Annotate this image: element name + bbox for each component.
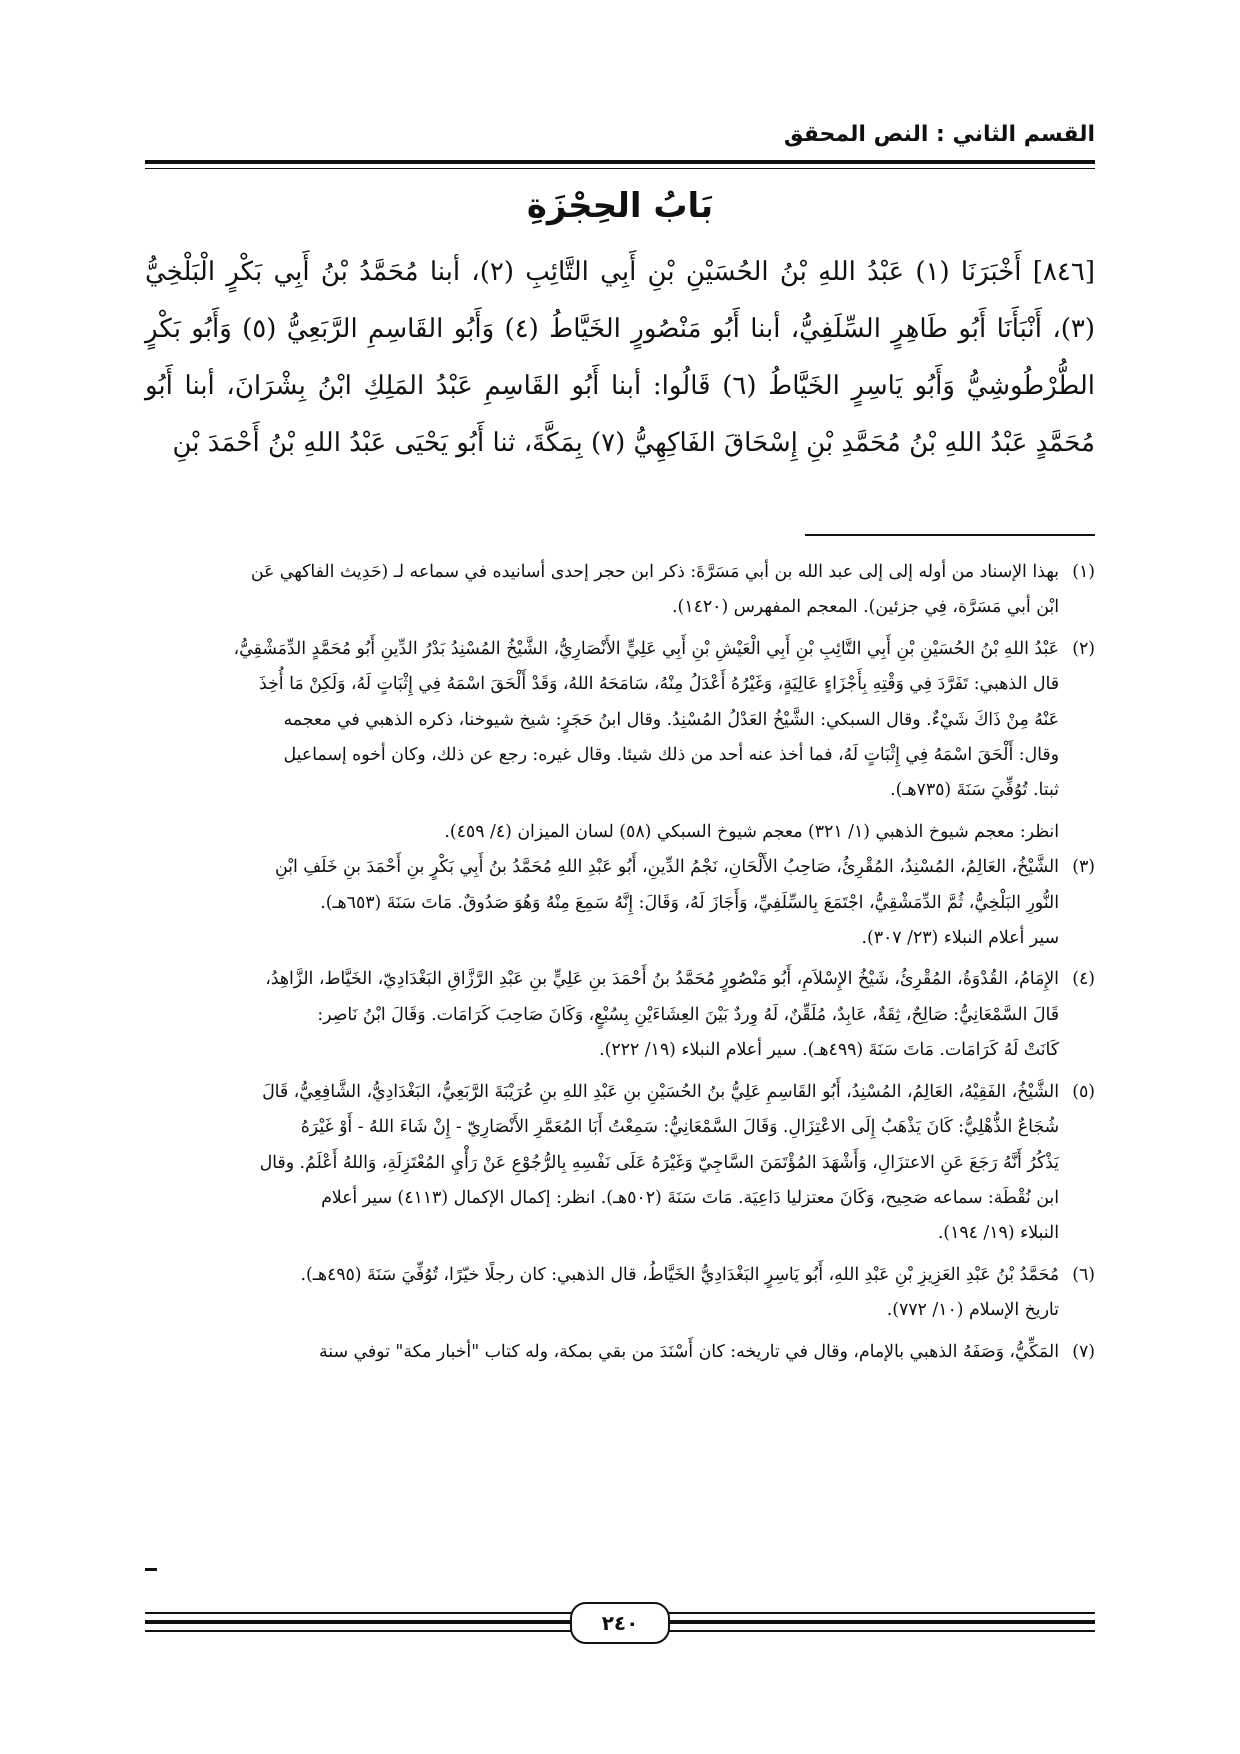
footnote-line: وقال: أَلْحَقَ اسْمَهُ فِي إِثْبَاتٍ لَهُ، فما أخذ عنه أحد من ذلك شيئا. وقال غيره: رجع عن ذلك، وكان أخوه إسماعيل [283,745,1059,766]
footnote [145,962,1095,1068]
entry-number: [٨٤٦] [1032,257,1095,287]
page-number: ٢٤٠ [570,1602,670,1644]
footnote [145,632,1095,809]
footnote-line: ابن نُقْطَة: سماعه صَحِيح، وَكَانَ معتزليا دَاعِيَة. مَاتَ سَنَةَ (٥٠٢هـ). انظر: إكمال الإكمال (٤١١٣) سير أعلام [321,1187,1059,1208]
footnote-line: عَنْهُ مِنْ ذَاكَ شَيْءٌ. وقال السبكي: الشَّيْخُ العَدْلُ المُسْنِدُ. وقال ابنُ حَجَرٍ: شيخ شيوخنا، ذكره الذهبي في معجمه [283,709,1059,730]
footnote-number: (٣) [1072,857,1095,878]
footnote-line: الشَّيْخُ، العَالِمُ، المُسْنِدُ، المُقْرِئُ، صَاحِبُ الأَلْحَانِ، نَجْمُ الدِّينِ، أَبُو عَبْدِ اللهِ مُحَمَّدُ بنُ أَبِي بَكْرٍ بنِ أَحْمَدَ بنِ خَلَفِ ابْنِ [274,857,1059,878]
footnote-line: تاريخ الإسلام (١٠/ ٧٧٢). [886,1300,1059,1321]
footnote-number: (٥) [1072,1081,1095,1102]
footnote [145,850,1095,956]
footnotes [145,555,1095,1376]
footnote-separator [805,534,1095,536]
footnote-continuation: انظر: معجم شيوخ الذهبي (١/ ٣٢١) معجم شيوخ السبكي (٥٨) لسان الميزان (٤/ ٤٥٩). [444,821,1059,842]
footnote-line: بهذا الإسناد من أوله إلى إلى عبد الله بن أبي مَسَرَّةَ: ذكر ابن حجر إحدى أسانيده في سماعه لـ (حَدِيث الفاكهي عَن [250,562,1059,582]
footnote-line: كَانَتْ لَهُ كَرَامَات. مَاتَ سَنَةَ (٤٩٩هـ). سير أعلام النبلاء (١٩/ ٢٢٢). [599,1040,1059,1061]
main-text [145,244,1095,472]
footnote-line: قال الذهبي: تَفَرَّدَ فِي وَقْتِهِ بِأَجْزَاءٍ عَالِيَةٍ، وَغَيْرُهُ أَعْدَلُ مِنْهُ، سَامَحَهُ اللهُ، وَقَدْ أَلْحَقَ اسْمَهُ فِي إِثْبَاتٍ لَهُ، وَلَكِنْ مَا أُخِذَ [259,674,1059,695]
footnote [145,1335,1095,1370]
footnote-line: الشَّيْخُ، الفَقِيْهُ، العَالِمُ، المُسْنِدُ، أَبُو القَاسِمِ عَلِيُّ بنُ الحُسَيْنِ بنِ عَبْدِ اللهِ بنِ عُرَيْبَةَ الرَّبَعِيُّ، البَغْدَادِيُّ، الشَّافِعِيُّ، قَالَ [262,1081,1059,1102]
footnote-line: شُجَاعٌ الذُّهْلِيُّ: كَانَ يَذْهَبُ إِلَى الاعْتِزَالِ. وَقَالَ السَّمْعَانِيُّ: سَمِعْتُ أَبَا المُعَمَّرِ الأَنْصَارِيّ - إِنْ شَاءَ اللهُ - أَوْ غَيْرَهُ [300,1117,1059,1138]
footnote-number: (٤) [1072,969,1095,990]
footnote-number: (٧) [1072,1341,1095,1362]
header-rule [145,160,1095,164]
page-footer [145,1600,1095,1648]
footnote [145,555,1095,626]
footnote-line: الإِمَامُ، القُدْوَةُ، المُقْرِئُ، شَيْخُ الإِسْلاَمِ، أَبُو مَنْصُورٍ مُحَمَّدُ بنُ أَحْمَدَ بنِ عَلِيٍّ بنِ عَبْدِ الرَّزَّاقِ البَغْدَادِيّ، الخَيَّاط، الزَّاهِدُ، [265,969,1059,990]
footnote-line: سير أعلام النبلاء (٢٣/ ٣٠٧). [861,928,1059,949]
header-rule-thin [145,168,1095,169]
footnote [145,1258,1095,1329]
footnote [145,1075,1095,1252]
footnote-continuation-dash [145,1568,157,1571]
main-paragraph [145,244,1095,472]
footnote-line: النُّورِ البَلْخِيُّ، ثُمَّ الدِّمَشْقِيُّ، اجْتَمَعَ بِالسِّلَفِيِّ، وَأَجَازَ لَهُ، وَقَالَ: إِنَّهُ سَمِعَ مِنْهُ وَهُوَ صَدُوقٌ. مَاتَ سَنَةَ (٦٥٣هـ). [320,892,1059,913]
footnote-line: مُحَمَّدُ بْنُ عَبْدِ العَزِيزِ بْنِ عَبْدِ اللهِ، أَبُو يَاسِرٍ البَغْدَادِيُّ الخَيَّاطُ، قال الذهبي: كان رجلًا خيّرًا، تُوُفِّيَ سَنَةَ (٤٩٥هـ). [300,1264,1059,1285]
footnote-line: يَذْكُرُ أَنَّهُ رَجَعَ عَنِ الاعتزَالِ، وَأَشْهَدَ المُؤْتَمَنَ السَّاجِيّ وَغَيْرَهُ عَلَى نَفْسِهِ بِالرُّجُوْعِ عَنْ رَأْيِ المُعْتَزِلَةِ، وَاللهُ أَعْلَمُ. وقال [259,1152,1059,1173]
chapter-title: بَابُ الحِجْزَةِ [526,186,714,226]
footnote-number: (٦) [1072,1264,1095,1285]
footnote-number: (١) [1072,562,1095,582]
footnote-line: قَالَ السَّمْعَانِيُّ: صَالِحٌ، ثِقَةٌ، عَابِدٌ، مُلَقِّنٌ، لَهُ وِردٌ بَيْنَ العِشَاءَيْنِ بِسُبْعٍ، وَكَانَ صَاحِبَ كَرَامَات. وَقَالَ ابْنُ نَاصِر: [317,1004,1059,1025]
footnote-line: ثبتا. تُوُفِّيَ سَنَةَ (٧٣٥هـ). [890,780,1059,801]
footnote-number: (٢) [1072,638,1095,659]
running-header: القسم الثاني : النص المحقق [783,122,1095,147]
footnote-line: المَكِّيُّ، وَصَفَهُ الذهبي بالإمام، وقال في تاريخه: كان أَسْنَدَ من بقي بمكة، وله كتاب "أخبار مكة" توفي سنة [319,1341,1059,1362]
footnote-line: النبلاء (١٩/ ١٩٤). [937,1223,1059,1244]
footnote-line: عَبْدُ اللهِ بْنُ الحُسَيْنِ بْنِ أَبِي التَّائِبِ بْنِ أَبِي الْعَيْشِ بْنِ أَبِي عَلِيٍّ الأَنْصَارِيُّ، الشَّيْخُ المُسْنِدُ بَدْرُ الدِّينِ أَبُو مُحَمَّدٍ الدِّمَشْقِيُّ، [233,638,1059,659]
main-body: أَخْبَرَنَا (١) عَبْدُ اللهِ بْنُ الحُسَيْنِ بْنِ أَبِي التَّائِبِ (٢)، أبنا مُحَمَّدُ بْنُ أَبِي بَكْرٍ الْبَلْخِيُّ (٣)، أَنْبَأَنَا أَبُو طَاهِرٍ السِّلَفِيُّ، أبنا أَبُو مَنْصُورٍ الخَيَّاطُ (٤) وَأَبُو القَاسِمِ الرَّبَعِيُّ (٥) وَأَبُو بَكْرٍ الطُّرْطُوشِيُّ وَأَبُو يَاسِرٍ الخَيَّاطُ (٦) قَالُوا: أبنا أَبُو القَاسِمِ عَبْدُ المَلِكِ ابْنُ بِشْرَانَ، أبنا أَبُو مُحَمَّدٍ عَبْدُ اللهِ بْنُ مُحَمَّدِ بْنِ إِسْحَاقَ الفَاكِهِيُّ (٧) بِمَكَّةَ، ثنا أَبُو يَحْيَى عَبْدُ اللهِ بْنُ أَحْمَدَ بْنِ [145,257,1096,458]
footnote-line: ابْن أبي مَسَرَّة، فِي جزئين). المعجم المفهرس (١٤٢٠). [672,597,1059,618]
